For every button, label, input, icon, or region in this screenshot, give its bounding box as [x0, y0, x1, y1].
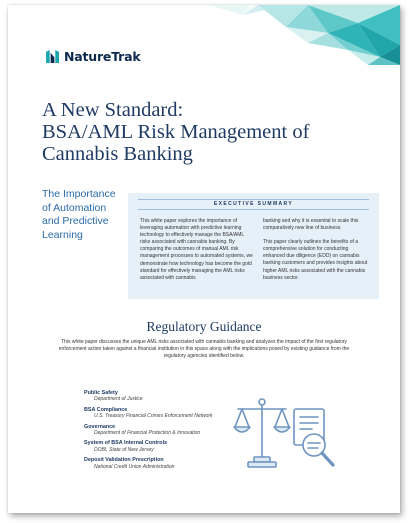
white-paper-page — [8, 5, 400, 513]
scales-of-justice-icon — [234, 399, 290, 467]
executive-summary-heading: EXECUTIVE SUMMARY — [138, 199, 369, 210]
subtitle-line: of Automation — [42, 201, 107, 214]
regulatory-topic: Governance — [84, 423, 116, 430]
regulatory-guidance-intro: This white paper discusses the unique AML risks associated with cannabis banking and analyzes the impact of the first regulatory enforcement action taken against a financial institution in this space along with the implications posed by existing guidance from the regulatory agencies identified below. — [58, 339, 350, 359]
document-magnifier-icon — [294, 409, 333, 465]
regulatory-guidance-title: Regulatory Guidance — [146, 319, 262, 334]
regulatory-topic: System of BSA Internal Controls — [84, 440, 168, 447]
document-subtitle — [42, 188, 132, 242]
regulatory-agency: U.S. Treasury Financial Crimes Enforcement Network — [94, 413, 213, 420]
title-line: BSA/AML Risk Management of — [42, 121, 310, 143]
executive-summary-column-1 — [140, 218, 253, 282]
title-line: Cannabis Banking — [42, 143, 193, 165]
regulatory-agency: DOBI, State of New Jersey — [94, 446, 154, 453]
document-title — [42, 99, 372, 165]
regulatory-topic: BSA Compliance — [84, 406, 128, 413]
regulatory-agency: National Credit Union Administration — [94, 463, 175, 470]
regulatory-topic: Deposit Validation Prescription — [84, 457, 164, 464]
brand-name: NatureTrak — [64, 49, 141, 64]
compliance-illustration — [232, 393, 342, 483]
subtitle-line: and Predictive — [42, 215, 109, 227]
executive-summary-paragraph: This white paper explores the importance of leveraging automation with predictive learning technology to effectively manage the BSA/AML risks associated with cannabis banking. By comparing the outcomes of manual AML risk management processes to automated systems, we demonstrate how technology has become the gold standard for effectively managing the AML risks associated with cannabis — [140, 218, 253, 281]
executive-summary-paragraph: banking and why it is essential to scale this comparatively new line of business. — [263, 218, 359, 232]
brand-logo — [46, 49, 140, 64]
regulatory-agency: Department of Justice — [94, 396, 143, 403]
executive-summary-paragraph: This paper clearly outlines the benefits of a comprehensive solution for conducting enhanced due diligence (EDD) on cannabis banking customers and provides insights about higher AML risks associated with the cannabis business sector. — [263, 239, 368, 281]
executive-summary-column-2 — [263, 218, 371, 282]
subtitle-line: The Importance — [42, 188, 116, 200]
regulatory-topic: Public Safety — [84, 390, 118, 396]
regulatory-agency: Department of Financial Protection & Innovation — [94, 430, 201, 436]
brand-logo-icon — [46, 50, 59, 63]
subtitle-line: Learning — [42, 228, 83, 241]
executive-summary-box — [128, 193, 379, 299]
title-line: A New Standard: — [42, 99, 184, 121]
